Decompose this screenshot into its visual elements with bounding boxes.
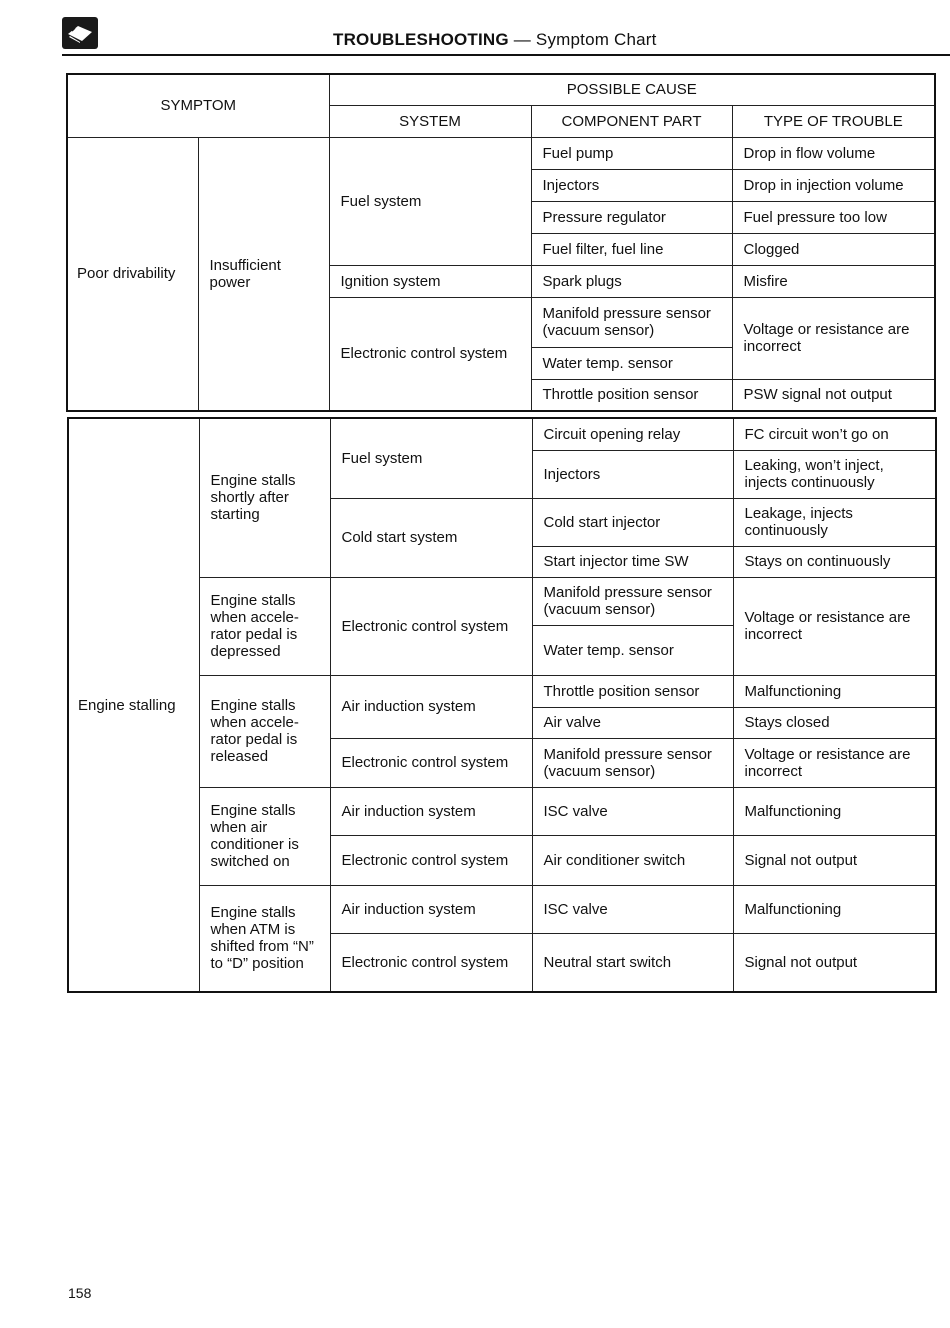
- sub-symptom: Engine stalls when accele-rator pedal is released: [199, 675, 330, 787]
- component-cell: Fuel pump: [531, 137, 732, 169]
- component-cell: ISC valve: [532, 787, 733, 835]
- component-cell: Manifold pressure sensor (vacuum sensor): [532, 577, 733, 625]
- trouble-cell: Leakage, injects continuously: [733, 498, 936, 546]
- trouble-cell: Malfunctioning: [733, 675, 936, 707]
- trouble-cell: Malfunctioning: [733, 787, 936, 835]
- component-cell: Manifold pressure sensor (vacuum sensor): [532, 738, 733, 787]
- system-cell: Air induction system: [330, 675, 532, 738]
- trouble-cell: Fuel pressure too low: [732, 201, 935, 233]
- trouble-cell: Stays on continuously: [733, 546, 936, 577]
- sub-symptom: Engine stalls when accele-rator pedal is depressed: [199, 577, 330, 675]
- trouble-cell: Drop in flow volume: [732, 137, 935, 169]
- component-cell: Injectors: [531, 169, 732, 201]
- trouble-cell: Voltage or resistance are incorrect: [733, 738, 936, 787]
- component-cell: Throttle position sensor: [532, 675, 733, 707]
- trouble-cell: Clogged: [732, 233, 935, 265]
- component-cell: Air valve: [532, 707, 733, 738]
- trouble-cell: FC circuit won’t go on: [733, 418, 936, 450]
- component-cell: Throttle position sensor: [531, 379, 732, 411]
- trouble-cell: Signal not output: [733, 933, 936, 992]
- trouble-cell: Drop in injection volume: [732, 169, 935, 201]
- header-symptom: SYMPTOM: [67, 74, 329, 137]
- symptom-chart-table-poor-drivability: [66, 73, 936, 412]
- header-system: SYSTEM: [329, 105, 531, 137]
- symptom-chart-table-engine-stalling: [67, 417, 937, 993]
- component-cell: Air conditioner switch: [532, 835, 733, 885]
- system-cell: Fuel system: [330, 418, 532, 498]
- component-cell: Water temp. sensor: [531, 347, 732, 379]
- header-divider: [62, 54, 950, 56]
- sub-symptom: Engine stalls shortly after starting: [199, 418, 330, 577]
- component-cell: Water temp. sensor: [532, 625, 733, 675]
- trouble-cell: Stays closed: [733, 707, 936, 738]
- symptom-engine-stalling: Engine stalling: [68, 418, 199, 992]
- header-type-of-trouble: TYPE OF TROUBLE: [732, 105, 935, 137]
- component-cell: Injectors: [532, 450, 733, 498]
- sub-symptom: Insufficient power: [198, 137, 329, 411]
- component-cell: Start injector time SW: [532, 546, 733, 577]
- header-component-part: COMPONENT PART: [531, 105, 732, 137]
- system-cell: Ignition system: [329, 265, 531, 297]
- system-cell: Air induction system: [330, 787, 532, 835]
- header-possible-cause: POSSIBLE CAUSE: [329, 74, 935, 105]
- component-cell: Neutral start switch: [532, 933, 733, 992]
- component-cell: Fuel filter, fuel line: [531, 233, 732, 265]
- system-cell: Fuel system: [329, 137, 531, 265]
- sub-symptom: Engine stalls when ATM is shifted from “N” to “D” position: [199, 885, 330, 992]
- page-number: 158: [68, 1285, 92, 1301]
- component-cell: Cold start injector: [532, 498, 733, 546]
- trouble-cell: Leaking, won’t inject, injects continuously: [733, 450, 936, 498]
- trouble-cell: PSW signal not output: [732, 379, 935, 411]
- component-cell: ISC valve: [532, 885, 733, 933]
- sub-symptom: Engine stalls when air conditioner is switched on: [199, 787, 330, 885]
- trouble-cell: Voltage or resistance are incorrect: [732, 297, 935, 379]
- symptom-poor-drivability: Poor drivability: [67, 137, 198, 411]
- system-cell: Air induction system: [330, 885, 532, 933]
- trouble-cell: Malfunctioning: [733, 885, 936, 933]
- system-cell: Electronic control system: [330, 835, 532, 885]
- component-cell: Spark plugs: [531, 265, 732, 297]
- trouble-cell: Voltage or resistance are incorrect: [733, 577, 936, 675]
- system-cell: Electronic control system: [330, 577, 532, 675]
- trouble-cell: Misfire: [732, 265, 935, 297]
- page-title: TROUBLESHOOTING — Symptom Chart: [333, 30, 657, 49]
- system-cell: Cold start system: [330, 498, 532, 577]
- system-cell: Electronic control system: [330, 933, 532, 992]
- book-icon: [62, 17, 98, 49]
- component-cell: Circuit opening relay: [532, 418, 733, 450]
- component-cell: Manifold pressure sensor (vacuum sensor): [531, 297, 732, 347]
- system-cell: Electronic control system: [330, 738, 532, 787]
- component-cell: Pressure regulator: [531, 201, 732, 233]
- system-cell: Electronic control system: [329, 297, 531, 411]
- trouble-cell: Signal not output: [733, 835, 936, 885]
